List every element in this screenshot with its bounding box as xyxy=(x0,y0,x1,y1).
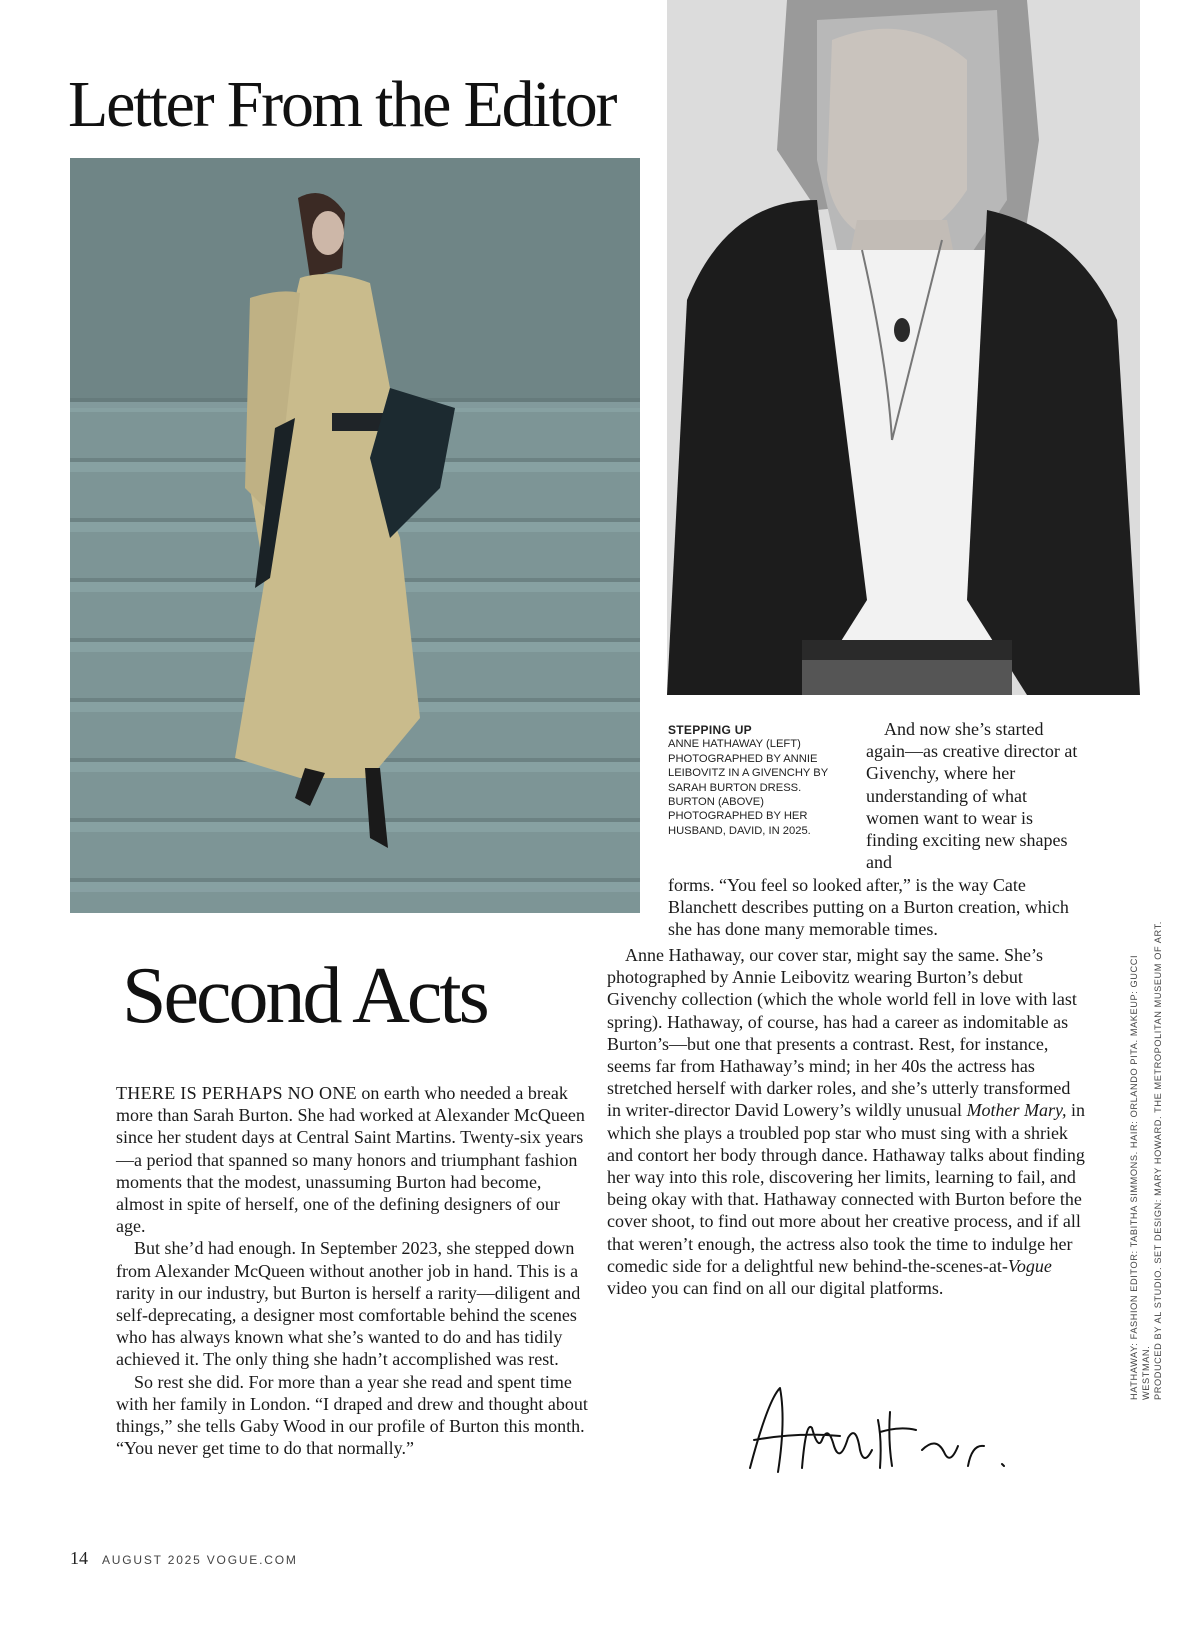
article-column-right-mid xyxy=(668,874,1088,941)
magazine-name: Vogue xyxy=(1007,1255,1052,1276)
article-paragraph-5 xyxy=(607,944,1087,1299)
page-number: 14 xyxy=(70,1548,88,1568)
article-headline: Second Acts xyxy=(122,952,487,1040)
article-paragraph-3: So rest she did. For more than a year she read and spent time with her family in London. “I draped and drew and thought about things,” she tells Gaby Wood in our profile of Burton this month. “You never get time to do that normally.” xyxy=(116,1371,588,1459)
photo-anne-hathaway xyxy=(70,158,640,913)
caption-text: ANNE HATHAWAY (LEFT) PHOTOGRAPHED BY ANNIE LEIBOVITZ IN A GIVENCHY BY SARAH BURTON DRESS. BURTON (ABOVE) PHOTOGRAPHED BY HER HUSBAND, DAVID, IN 2025. xyxy=(668,738,828,837)
photo-credits xyxy=(1128,910,1166,1400)
article-paragraph-2: But she’d had enough. In September 2023, she stepped down from Alexander McQueen without another job in hand. This is a rarity in our industry, but Burton is herself a rarity—diligent and self-deprecating, a designer most comfortable behind the scenes who has always known what she’s wanted to do and has tidily achieved it. The only thing she hadn’t accomplished was rest. xyxy=(116,1238,581,1370)
paragraph-text: in which she plays a troubled pop star who must sing with a shriek and contort her body through dance. Hathaway talks about finding her way into this role, discovering her limits, learning to fail, and being okay with that. Hathaway connected with Burton before the cover shoot, to find out more about her creative process, and if all that weren’t enough, the actress also took the time to indulge her comedic side for a delightful new behind-the-scenes-at- xyxy=(607,1100,1086,1276)
article-paragraph-1 xyxy=(116,1082,590,1237)
caption-title: STEPPING UP xyxy=(668,723,752,737)
photo-caption xyxy=(668,723,848,838)
article-paragraph: And now she’s started again—as creative director at Givenchy, where her understanding of what women want to wear is finding exciting new shapes and xyxy=(866,719,1078,873)
issue-line: AUGUST 2025 VOGUE.COM xyxy=(102,1553,298,1567)
signature-scribble xyxy=(740,1380,1070,1480)
article-paragraph: forms. “You feel so looked after,” is the way Cate Blanchett describes putting on a Burton creation, which she has done many memorable times. xyxy=(668,875,1069,940)
article-column-right-top xyxy=(866,718,1082,873)
lead-in: THERE IS PERHAPS NO ONE xyxy=(116,1083,357,1103)
credits-line: HATHAWAY: FASHION EDITOR: TABITHA SIMMONS. HAIR: ORLANDO PITA. MAKEUP: GUCCI WESTMAN. xyxy=(1129,954,1151,1400)
paragraph-text: on earth who needed a break more than Sarah Burton. She had worked at Alexander McQueen since her student days at Central Saint Martins. Twenty-six years—a period that spanned so many honors and triumphant fashion moments that the modest, unassuming Burton had become, almost in spite of herself, one of the defining designers of our age. xyxy=(116,1083,585,1237)
page-footer xyxy=(70,1548,570,1569)
steps-illustration xyxy=(70,158,640,913)
film-title: Mother Mary, xyxy=(966,1100,1067,1121)
page-title: Letter From the Editor xyxy=(68,68,616,141)
article-column-right xyxy=(607,944,1087,1299)
portrait-illustration xyxy=(667,0,1140,695)
article-column-left xyxy=(116,1082,590,1459)
editor-signature xyxy=(740,1380,1070,1480)
paragraph-text: Anne Hathaway, our cover star, might say the same. She’s photographed by Annie Leibovitz wearing Burton’s debut Givenchy collection (which the whole world fell in love with last spring). Hathaway, of course, has had a career as indomitable as Burton’s—but one that presents a contrast. Rest, for instance, seems far from Hathaway’s mind; in her 40s the actress has stretched herself with darker roles, and she’s utterly transformed in writer-director David Lowery’s wildly unusual xyxy=(607,945,1077,1121)
paragraph-text: video you can find on all our digital platforms. xyxy=(607,1278,944,1299)
credits-line: PRODUCED BY AL STUDIO. SET DESIGN: MARY HOWARD. THE METROPOLITAN MUSEUM OF ART. xyxy=(1153,921,1163,1400)
photo-sarah-burton xyxy=(667,0,1140,695)
